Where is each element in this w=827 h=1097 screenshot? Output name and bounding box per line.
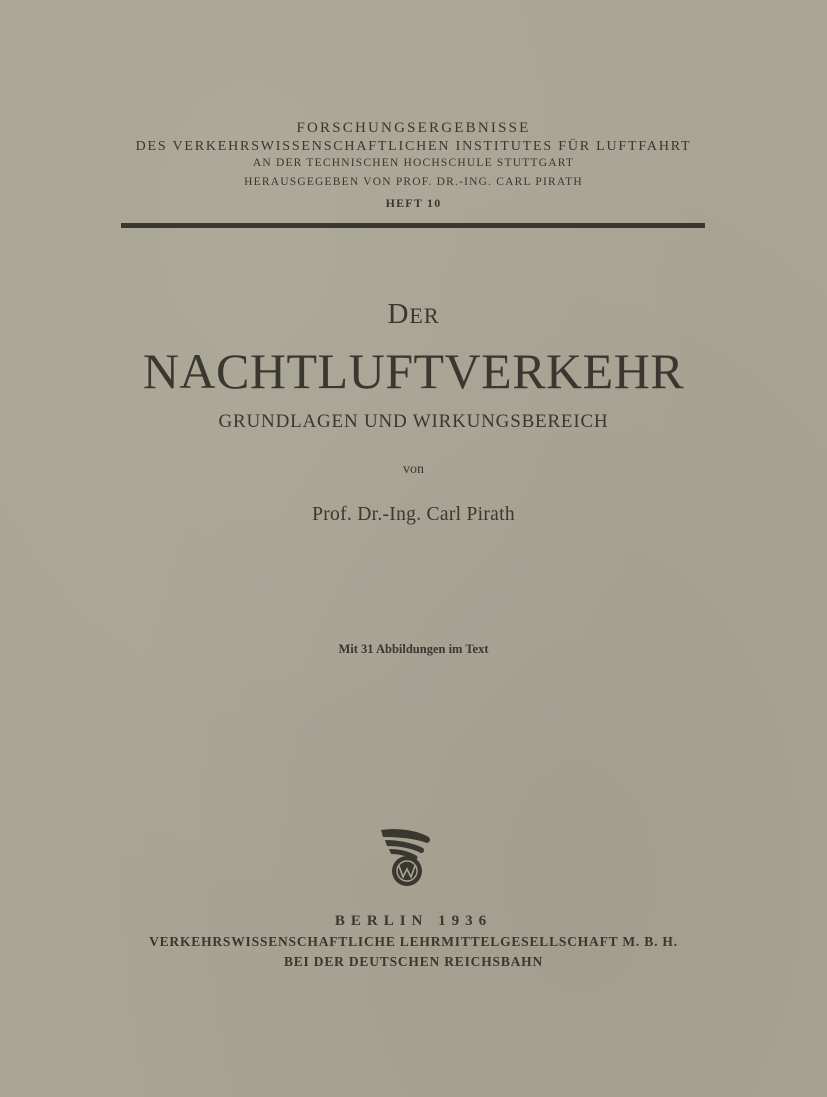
publisher-affiliation: BEI DER DEUTSCHEN REICHSBAHN [283, 954, 544, 969]
publisher-name: VERKEHRSWISSENSCHAFTLICHE LEHRMITTELGESELLSCHAFT M. B. H. [149, 934, 678, 949]
winged-wheel-logo-icon [377, 826, 433, 888]
header-divider [121, 223, 705, 228]
title-article-initial: D [387, 298, 410, 330]
series-editor: HERAUSGEGEBEN VON PROF. DR.-ING. CARL PIRATH [244, 176, 583, 188]
author-name: Prof. Dr.-Ing. Carl Pirath [312, 504, 515, 525]
book-subtitle: GRUNDLAGEN UND WIRKUNGSBEREICH [218, 411, 609, 432]
title-article [0, 298, 827, 331]
publication-place-year: BERLIN 1936 [334, 913, 493, 929]
byline-by: von [403, 462, 424, 477]
title-article-rest: ER [409, 303, 440, 328]
issue-number: HEFT 10 [385, 196, 442, 210]
series-university: AN DER TECHNISCHEN HOCHSCHULE STUTTGART [252, 157, 575, 169]
figures-note: Mit 31 Abbildungen im Text [338, 642, 489, 656]
series-institute: DES VERKEHRSWISSENSCHAFTLICHEN INSTITUTES FÜR LUFTFAHRT [135, 139, 692, 154]
book-title: NACHTLUFTVERKEHR [142, 343, 685, 399]
series-title: FORSCHUNGSERGEBNISSE [296, 120, 531, 136]
